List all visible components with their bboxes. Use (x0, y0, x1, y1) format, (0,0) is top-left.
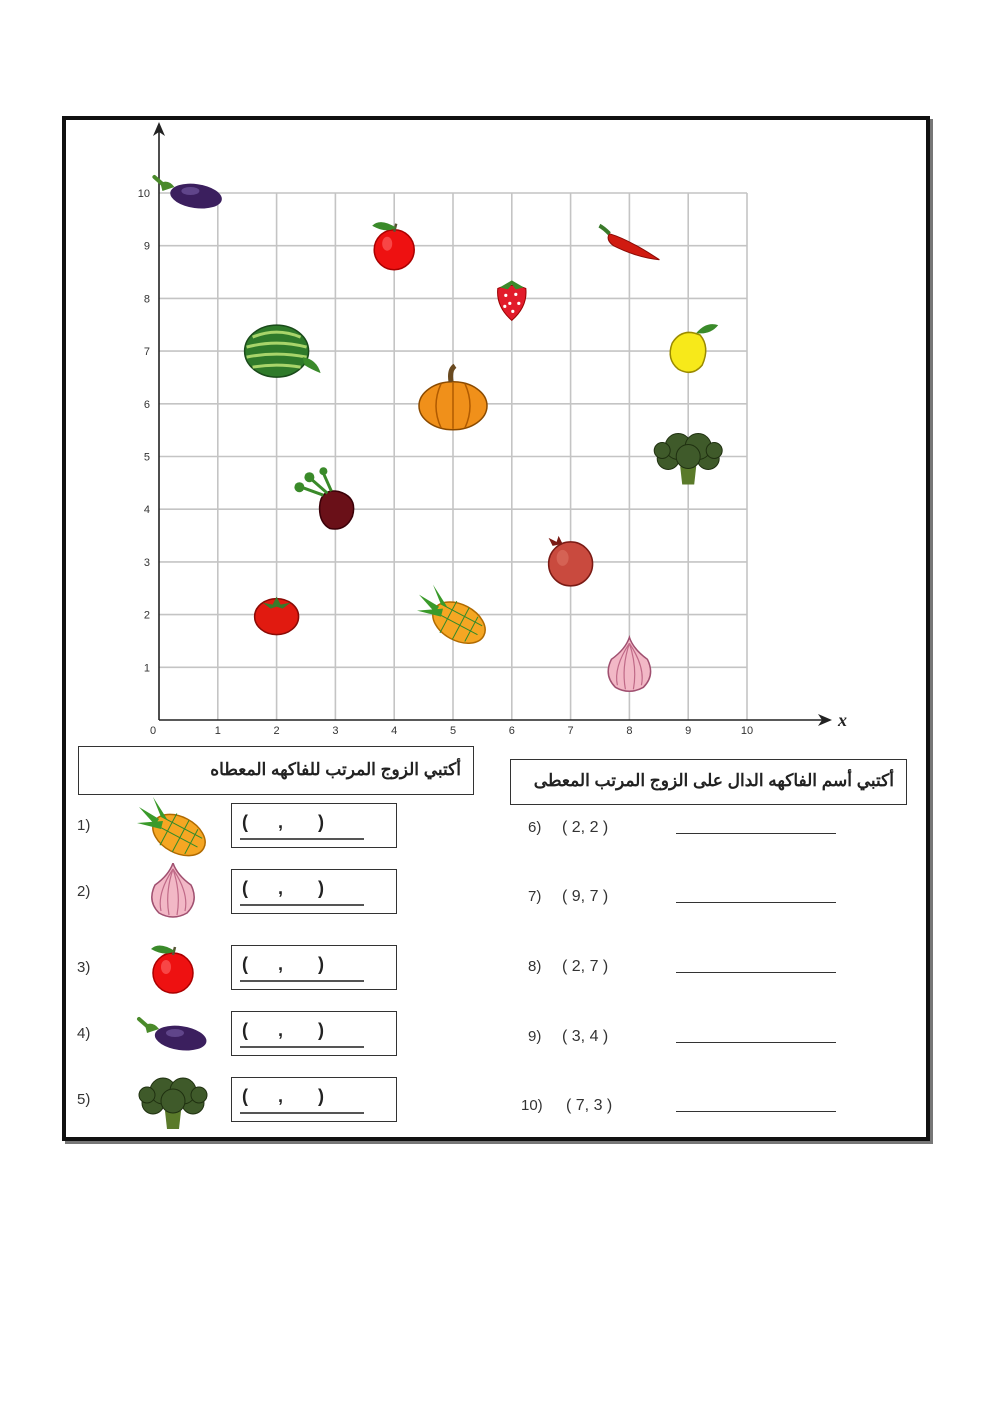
x-tick-label: 5 (449, 725, 457, 737)
ordered-pair-blank: ( , ) (242, 812, 325, 832)
question-number: 5) (77, 1091, 91, 1108)
broccoli-icon (654, 434, 722, 485)
right-section-title-box (510, 759, 907, 805)
answer-box[interactable] (231, 945, 397, 990)
beetroot-icon (294, 467, 356, 532)
y-tick-label: 4 (143, 504, 150, 517)
pomegranate-icon (549, 536, 593, 586)
answer-line[interactable] (676, 902, 836, 903)
answer-underline (240, 1046, 364, 1048)
ordered-pair-blank: ( , ) (242, 954, 325, 974)
ordered-pair: ( 2, 7 ) (562, 958, 609, 975)
question-number: 6) (528, 819, 542, 836)
y-tick-label: 1 (143, 662, 150, 675)
left-section-title: أكتبي الزوج المرتب للفاكهه المعطاه (210, 760, 461, 779)
question-number: 8) (528, 958, 542, 975)
x-tick-label: 6 (508, 725, 515, 737)
answer-underline (240, 838, 364, 840)
answer-underline (240, 1112, 364, 1114)
question-number: 4) (77, 1025, 91, 1042)
y-tick-label: 7 (143, 346, 150, 359)
apple-icon (372, 222, 414, 270)
x-tick-label: 8 (626, 725, 633, 737)
question-number: 1) (77, 817, 91, 834)
strawberry-icon (498, 280, 526, 320)
pineapple-icon (417, 585, 492, 652)
x-tick-label: 7 (567, 725, 574, 737)
x-tick-label: 1 (214, 725, 221, 737)
left-section-title-box (78, 746, 474, 795)
ordered-pair: ( 3, 4 ) (562, 1028, 609, 1045)
y-tick-label: 6 (143, 398, 150, 411)
x-tick-label: 3 (332, 725, 339, 737)
x-tick-label: 9 (685, 725, 692, 737)
answer-line[interactable] (676, 1042, 836, 1043)
question-number: 3) (77, 959, 91, 976)
apple-icon (133, 939, 213, 999)
x-tick-label: 4 (391, 725, 398, 737)
y-tick-label: 10 (137, 188, 150, 200)
question-number: 7) (528, 888, 542, 905)
x-axis-label: x (838, 710, 847, 730)
answer-underline (240, 980, 364, 982)
question-number: 10) (521, 1097, 543, 1114)
y-tick-label: 8 (143, 293, 150, 306)
answer-box[interactable] (231, 1077, 397, 1122)
answer-box[interactable] (231, 1011, 397, 1056)
watermelon-icon (245, 325, 321, 377)
question-number: 2) (77, 883, 91, 900)
tomato-icon (255, 597, 299, 635)
broccoli-icon (133, 1071, 213, 1131)
y-tick-label: 9 (143, 240, 150, 253)
y-tick-label: 5 (143, 451, 150, 464)
right-section-title: أكتبي أسم الفاكهه الدال على الزوج المرتب المعطى (533, 771, 894, 790)
ordered-pair-blank: ( , ) (242, 1020, 325, 1040)
pineapple-icon (133, 797, 213, 857)
x-tick-label: 0 (149, 725, 157, 737)
x-tick-label: 10 (740, 725, 754, 737)
answer-line[interactable] (676, 1111, 836, 1112)
eggplant-icon (133, 1005, 213, 1065)
answer-box[interactable] (231, 803, 397, 848)
ordered-pair-blank: ( , ) (242, 1086, 325, 1106)
y-tick-label: 2 (143, 609, 150, 622)
onion-icon (133, 863, 213, 923)
ordered-pair: ( 2, 2 ) (562, 819, 609, 836)
eggplant-icon (154, 177, 223, 212)
mango-icon (670, 324, 718, 372)
answer-line[interactable] (676, 833, 836, 834)
pumpkin-icon (419, 366, 487, 430)
ordered-pair: ( 9, 7 ) (562, 888, 609, 905)
y-tick-label: 3 (143, 556, 150, 569)
answer-underline (240, 904, 364, 906)
answer-box[interactable] (231, 869, 397, 914)
ordered-pair-blank: ( , ) (242, 878, 325, 898)
onion-icon (608, 637, 650, 691)
ordered-pair: ( 7, 3 ) (566, 1097, 613, 1114)
answer-line[interactable] (676, 972, 836, 973)
question-number: 9) (528, 1028, 542, 1045)
axes (153, 122, 847, 730)
x-tick-label: 2 (273, 725, 280, 737)
